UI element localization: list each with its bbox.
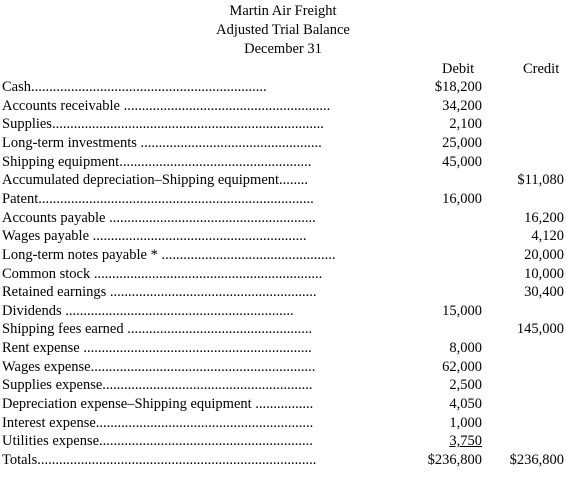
table-row	[0, 209, 566, 227]
table-row	[0, 265, 566, 283]
account-label: Wages payable ...........................................................	[2, 228, 307, 245]
table-row	[0, 153, 566, 171]
debit-amount: 8,000	[449, 340, 482, 357]
credit-amount: 20,000	[524, 246, 564, 263]
table-row	[0, 302, 566, 320]
table-row	[0, 246, 566, 264]
table-row	[0, 414, 566, 432]
credit-amount: 30,400	[524, 284, 564, 301]
table-row	[0, 134, 566, 152]
account-label: Utilities expense...........................................................	[2, 433, 313, 450]
account-label: Depreciation expense–Shipping equipment ................	[2, 396, 314, 413]
table-row	[0, 376, 566, 394]
account-label: Long-term notes payable * ................................................	[2, 246, 336, 263]
account-label: Interest expense............................................................	[2, 414, 314, 431]
table-row	[0, 358, 566, 376]
credit-amount: 16,200	[524, 209, 564, 226]
table-row	[0, 339, 566, 357]
account-label: Patent............................................................................	[2, 190, 314, 207]
statement-title: Adjusted Trial Balance	[216, 22, 350, 38]
table-row	[0, 171, 566, 189]
table-row	[0, 283, 566, 301]
table-row	[0, 97, 566, 115]
table-row	[0, 451, 566, 469]
debit-amount: 16,000	[442, 190, 482, 207]
account-label: Cash.................................................................	[2, 79, 267, 95]
table-row	[0, 78, 566, 96]
debit-amount: 62,000	[442, 358, 482, 375]
account-label: Long-term investments ..................................................	[2, 134, 322, 151]
table-row	[0, 395, 566, 413]
table-row	[0, 190, 566, 208]
account-label: Wages expense..............................................................	[2, 358, 316, 375]
table-row	[0, 432, 566, 450]
debit-amount: $18,200	[434, 79, 482, 95]
debit-column-header: Debit	[442, 61, 475, 77]
account-label: Rent expense ...............................................................	[2, 340, 312, 357]
debit-amount: 2,100	[449, 116, 482, 133]
debit-amount: 15,000	[442, 302, 482, 319]
table-row	[0, 320, 566, 338]
account-label: Supplies expense..........................................................	[2, 377, 313, 394]
credit-amount: 10,000	[524, 265, 564, 282]
account-label: Supplies...........................................................................	[2, 116, 324, 133]
account-label: Retained earnings .........................................................	[2, 284, 317, 301]
table-row	[0, 227, 566, 245]
credit-amount: 145,000	[516, 321, 564, 338]
account-label: Common stock ...............................................................	[2, 265, 323, 282]
debit-amount: 34,200	[442, 97, 482, 114]
account-label: Accounts receivable .........................................................	[2, 97, 331, 114]
debit-amount: 1,000	[449, 414, 482, 431]
table-row	[0, 115, 566, 133]
credit-amount: $236,800	[509, 452, 564, 468]
account-label: Accumulated depreciation–Shipping equipment........	[2, 172, 309, 189]
account-label: Shipping equipment.....................................................	[2, 153, 312, 170]
credit-column-header: Credit	[523, 61, 560, 77]
account-label: Shipping fees earned ...................................................	[2, 321, 313, 338]
debit-amount: 4,050	[449, 396, 482, 413]
company-name: Martin Air Freight	[229, 3, 337, 19]
debit-amount: 45,000	[442, 153, 482, 170]
account-label: Dividends ...............................................................	[2, 302, 294, 319]
credit-amount: $11,080	[517, 172, 564, 189]
debit-amount: $236,800	[427, 452, 482, 468]
credit-amount: 4,120	[531, 228, 564, 245]
statement-date: December 31	[244, 41, 322, 57]
account-label: Totals.............................................................................	[2, 452, 317, 468]
debit-amount: 25,000	[442, 134, 482, 151]
debit-amount: 2,500	[449, 377, 482, 394]
debit-amount: 3,750	[449, 433, 482, 450]
account-label: Accounts payable .........................................................	[2, 209, 316, 226]
